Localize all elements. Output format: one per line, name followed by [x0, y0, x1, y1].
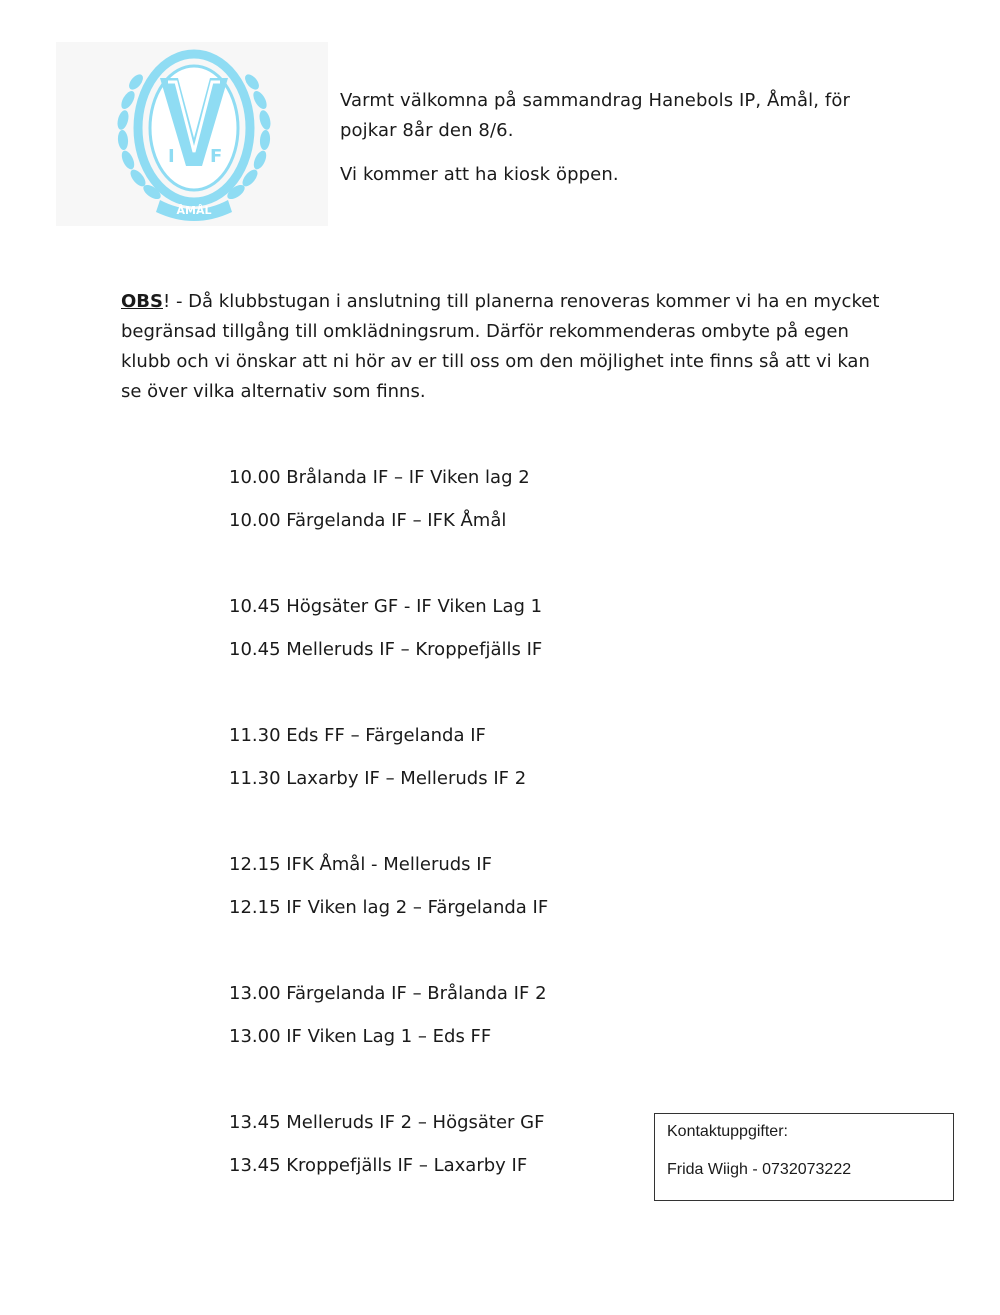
match-row: 13.45 Kroppefjälls IF – Laxarby IF: [229, 1155, 528, 1176]
notice-paragraph: [121, 287, 881, 407]
contact-heading: Kontaktuppgifter:: [667, 1123, 788, 1140]
match-row: 11.30 Laxarby IF – Melleruds IF 2: [229, 768, 527, 789]
schedule-group: [229, 463, 649, 549]
match-row: 10.00 Brålanda IF – IF Viken lag 2: [229, 467, 530, 488]
schedule-group: [229, 850, 649, 936]
match-row: 13.00 IF Viken Lag 1 – Eds FF: [229, 1026, 492, 1047]
intro-kiosk: Vi kommer att ha kiosk öppen.: [340, 164, 619, 185]
match-schedule: [229, 463, 649, 1237]
logo-ribbon-text: ÅMÅL: [176, 204, 212, 217]
schedule-group: [229, 1108, 649, 1194]
contact-person: Frida Wiigh - 0732073222: [667, 1161, 852, 1178]
notice-label: OBS: [121, 291, 163, 312]
match-row: 10.00 Färgelanda IF – IFK Åmål: [229, 510, 507, 531]
intro-welcome: Varmt välkomna på sammandrag Hanebols IP, Åmål, för pojkar 8år den 8/6.: [340, 90, 850, 141]
intro-text: [340, 86, 900, 190]
match-row: 12.15 IFK Åmål - Melleruds IF: [229, 854, 492, 875]
contact-box: [654, 1113, 954, 1201]
logo-letter-f: F: [210, 146, 223, 167]
club-crest-logo-icon: [56, 42, 328, 226]
match-row: 11.30 Eds FF – Färgelanda IF: [229, 725, 486, 746]
schedule-group: [229, 979, 649, 1065]
logo-letter-i: I: [168, 146, 175, 167]
match-row: 13.00 Färgelanda IF – Brålanda IF 2: [229, 983, 547, 1004]
club-logo: [56, 42, 328, 226]
schedule-group: [229, 721, 649, 807]
match-row: 10.45 Melleruds IF – Kroppefjälls IF: [229, 639, 543, 660]
match-row: 10.45 Högsäter GF - IF Viken Lag 1: [229, 596, 543, 617]
match-row: 12.15 IF Viken lag 2 – Färgelanda IF: [229, 897, 549, 918]
schedule-group: [229, 592, 649, 678]
notice-text: ! - Då klubbstugan i anslutning till planerna renoveras kommer vi ha en mycket begränsad tillgång till omklädningsrum. Därför rekommenderas ombyte på egen klubb och vi önskar att ni hör av er till oss om den möjlighet inte finns så att vi kan se över vilka alternativ som finns.: [121, 291, 880, 402]
match-row: 13.45 Melleruds IF 2 – Högsäter GF: [229, 1112, 545, 1133]
